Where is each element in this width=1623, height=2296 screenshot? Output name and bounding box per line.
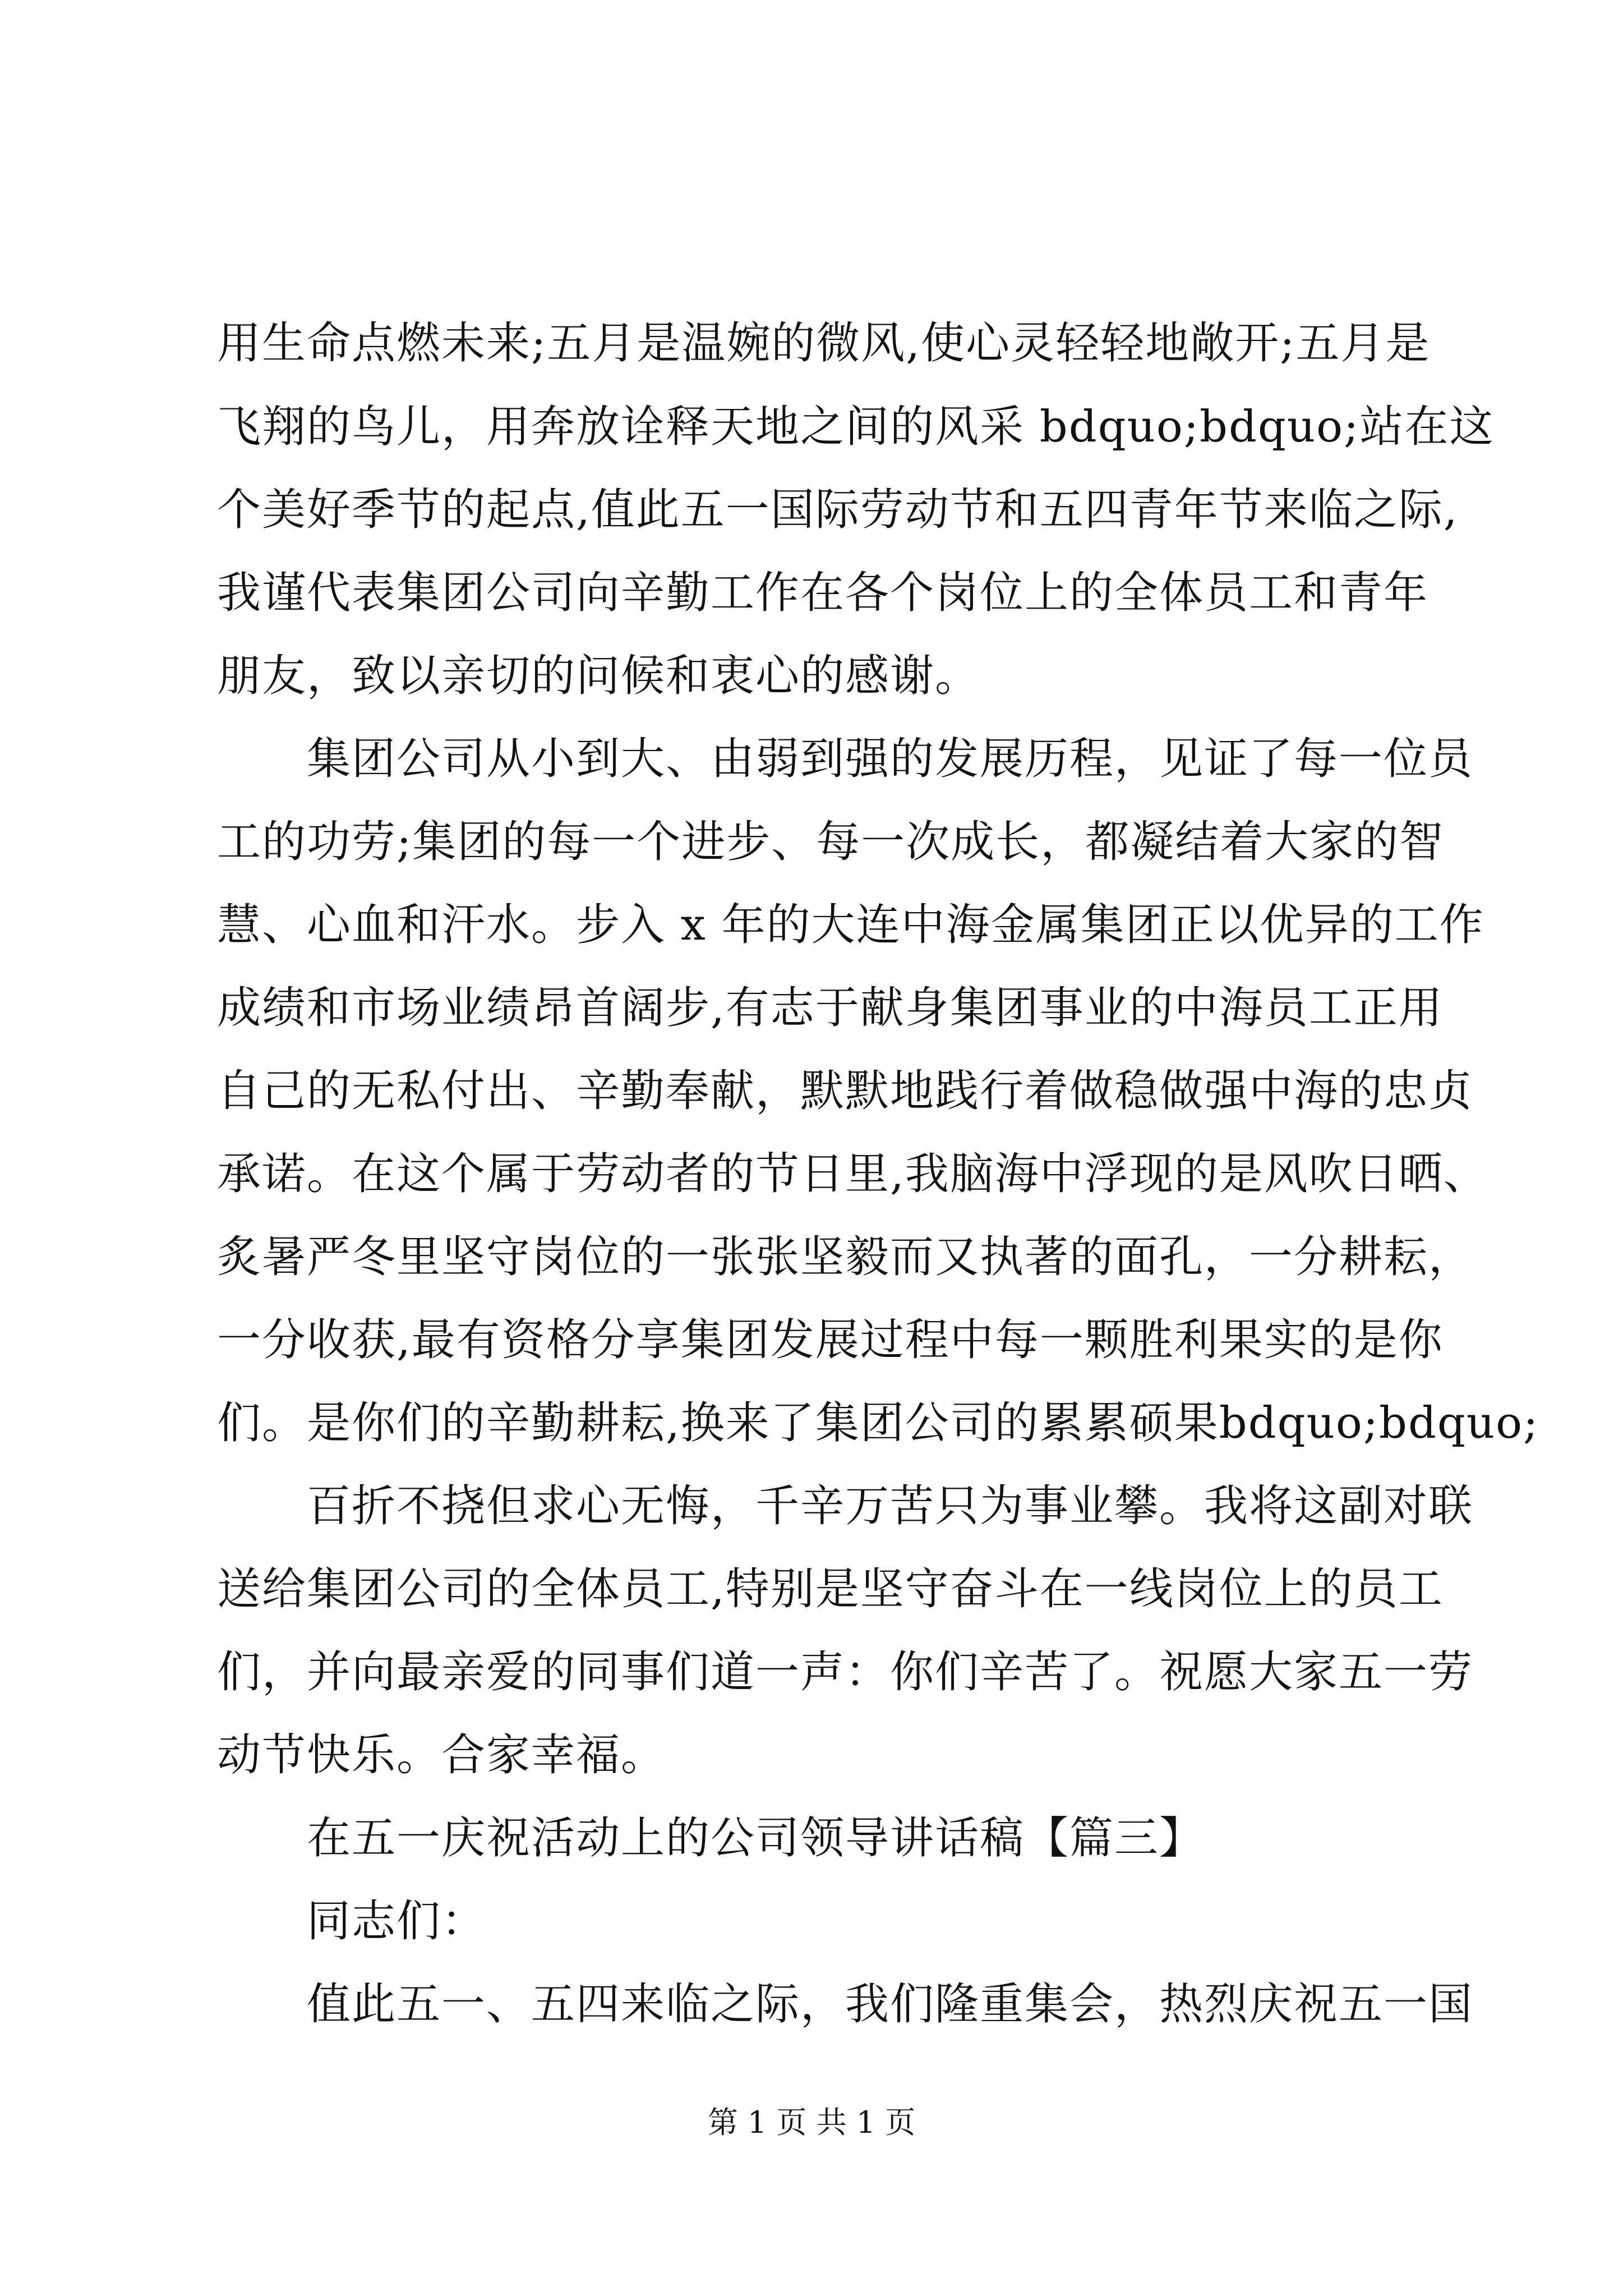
body-text-line: 送给集团公司的全体员工,特别是坚守奋斗在一线岗位上的员工: [217, 1564, 1444, 1614]
body-text-line: 一分收获,最有资格分享集团发展过程中每一颗胜利果实的是你: [217, 1315, 1444, 1365]
body-text-line: 们，并向最亲爱的同事们道一声：你们辛苦了。祝愿大家五一劳: [217, 1647, 1474, 1697]
page-footer: 第 1 页 共 1 页: [707, 2105, 916, 2140]
body-text-line: 飞翔的鸟儿，用奔放诠释天地之间的风采 bdquo;bdquo;站在这: [217, 402, 1495, 452]
body-text-line: 成绩和市场业绩昂首阔步,有志于献身集团事业的中海员工正用: [217, 983, 1444, 1033]
body-text-line: 慧、心血和汗水。步入 x 年的大连中海金属集团正以优异的工作: [217, 900, 1484, 950]
paragraph-first-line: 值此五一、五四来临之际，我们隆重集会，热烈庆祝五一国: [307, 1979, 1474, 2030]
body-text-line: 动节快乐。合家幸福。: [217, 1730, 666, 1780]
body-text-line: 朋友，致以亲切的问候和衷心的感谢。: [217, 651, 980, 701]
body-text-line: 工的功劳;集团的每一个进步、每一次成长，都凝结着大家的智: [217, 817, 1445, 867]
paragraph-first-line: 百折不挠但求心无悔，千辛万苦只为事业攀。我将这副对联: [307, 1481, 1474, 1531]
salutation: 同志们：: [307, 1896, 487, 1947]
body-text-line: 承诺。在这个属于劳动者的节日里,我脑海中浮现的是风吹日晒、: [217, 1149, 1488, 1199]
body-text-line: 个美好季节的起点,值此五一国际劳动节和五四青年节来临之际,: [217, 485, 1459, 535]
body-text-line: 炙暑严冬里坚守岗位的一张张坚毅而又执著的面孔，一分耕耘，: [217, 1232, 1474, 1282]
body-text-line: 们。是你们的辛勤耕耘,换来了集团公司的累累硕果bdquo;bdquo;: [217, 1398, 1539, 1448]
body-text-line: 我谨代表集团公司向辛勤工作在各个岗位上的全体员工和青年: [217, 568, 1429, 618]
body-text-line: 用生命点燃未来;五月是温婉的微风,使心灵轻轻地敞开;五月是: [217, 318, 1431, 369]
paragraph-first-line: 集团公司从小到大、由弱到强的发展历程，见证了每一位员: [307, 734, 1474, 784]
body-text-line: 自己的无私付出、辛勤奉献，默默地践行着做稳做强中海的忠贞: [217, 1066, 1474, 1116]
section-heading: 在五一庆祝活动上的公司领导讲话稿【篇三】: [307, 1813, 1205, 1864]
